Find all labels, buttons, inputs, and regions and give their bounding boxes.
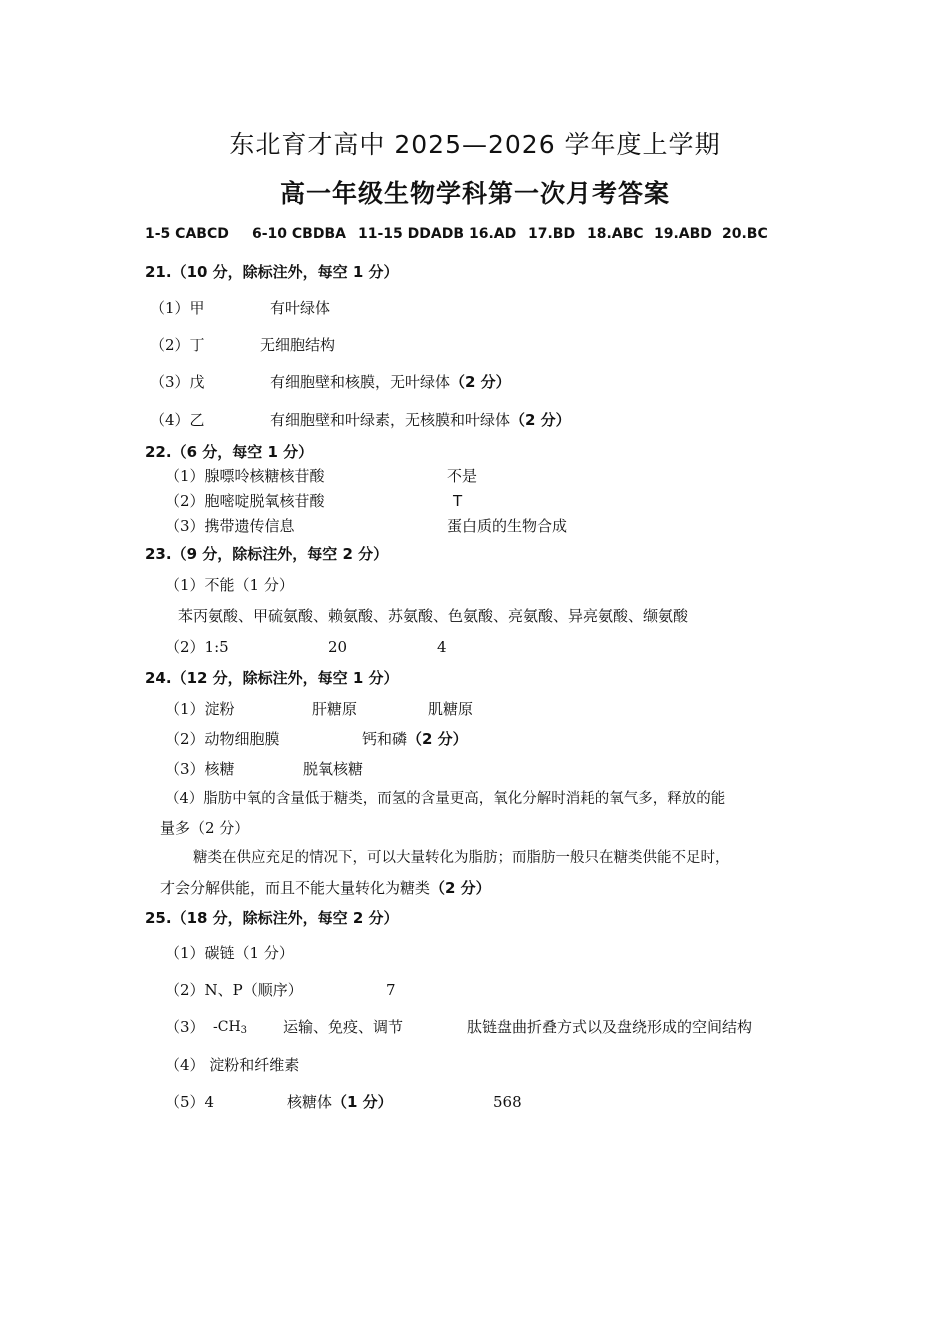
q25-line-3-a: （3） bbox=[165, 1018, 205, 1036]
q25-line-2-b: 7 bbox=[386, 981, 396, 999]
choice-answer-20: 20.BC bbox=[722, 226, 768, 242]
q25-line-3-b: 运输、免疫、调节 bbox=[283, 1018, 404, 1036]
q25-line-4: （4） 淀粉和纤维素 bbox=[165, 1056, 300, 1074]
choice-answer-11-15: 11-15 DDADB bbox=[358, 226, 465, 242]
choice-answer-16: 16.AD bbox=[469, 226, 517, 242]
q24-line-3-a: （3）核糖 bbox=[165, 760, 235, 778]
q22-item-2-answer: T bbox=[453, 492, 463, 510]
q24-line-2-b: 钙和磷（2 分） bbox=[362, 730, 468, 748]
choice-answer-1-5: 1-5 CABCD bbox=[145, 226, 229, 242]
q25-line-5-a: （5）4 bbox=[165, 1093, 215, 1111]
q23-line-3-a: （2）1:5 bbox=[165, 638, 229, 656]
q23-line-3-c: 4 bbox=[437, 638, 447, 656]
q24-line-3-b: 脱氧核糖 bbox=[303, 760, 364, 778]
q25-line-5-d: 568 bbox=[493, 1093, 522, 1111]
choice-answer-18: 18.ABC bbox=[587, 226, 644, 242]
q25-header: 25.（18 分，除标注外，每空 2 分） bbox=[145, 909, 399, 927]
q23-line-2: 苯丙氨酸、甲硫氨酸、赖氨酸、苏氨酸、色氨酸、亮氨酸、异亮氨酸、缬氨酸 bbox=[178, 607, 689, 625]
q24-line-5: 量多（2 分） bbox=[160, 819, 250, 837]
q21-header: 21.（10 分，除标注外，每空 1 分） bbox=[145, 263, 399, 281]
choice-answer-19: 19.ABD bbox=[654, 226, 712, 242]
q25-line-3-c: 肽链盘曲折叠方式以及盘绕形成的空间结构 bbox=[467, 1018, 753, 1036]
q21-item-2-label: （2）丁 bbox=[150, 336, 205, 354]
q23-header: 23.（9 分，除标注外，每空 2 分） bbox=[145, 545, 389, 563]
q22-item-1-label: （1）腺嘌呤核糖核苷酸 bbox=[165, 467, 325, 485]
q24-line-7: 才会分解供能，而且不能大量转化为糖类（2 分） bbox=[160, 879, 491, 897]
q21-item-3-label: （3）戊 bbox=[150, 373, 205, 391]
choice-answer-6-10: 6-10 CBDBA bbox=[252, 226, 346, 242]
q24-line-1-b: 肝糖原 bbox=[312, 700, 358, 718]
q24-line-6: 糖类在供应充足的情况下，可以大量转化为脂肪；而脂肪一般只在糖类供能不足时， bbox=[193, 850, 730, 866]
q21-item-1-label: （1）甲 bbox=[150, 299, 205, 317]
q22-item-3-label: （3）携带遗传信息 bbox=[165, 517, 295, 535]
q25-line-5-b: 核糖体（1 分） bbox=[287, 1093, 393, 1111]
q24-line-2-a: （2）动物细胞膜 bbox=[165, 730, 280, 748]
q24-header: 24.（12 分，除标注外，每空 1 分） bbox=[145, 669, 399, 687]
q21-item-4-label: （4）乙 bbox=[150, 411, 205, 429]
q24-line-1-a: （1）淀粉 bbox=[165, 700, 235, 718]
q22-item-2-label: （2）胞嘧啶脱氧核苷酸 bbox=[165, 492, 325, 510]
q23-line-3-b: 20 bbox=[328, 638, 348, 656]
q22-header: 22.（6 分，每空 1 分） bbox=[145, 443, 314, 461]
q21-item-3-answer: 有细胞壁和核膜，无叶绿体（2 分） bbox=[270, 373, 511, 391]
q25-line-3-methyl: $-CH_3$ bbox=[213, 1019, 248, 1036]
q22-item-1-answer: 不是 bbox=[447, 467, 478, 485]
q25-line-2-a: （2）N、P（顺序） bbox=[165, 981, 303, 999]
q21-item-2-answer: 无细胞结构 bbox=[260, 336, 336, 354]
choice-answer-17: 17.BD bbox=[528, 226, 576, 242]
q23-line-1: （1）不能（1 分） bbox=[165, 576, 294, 594]
doc-title-line1: 东北育才高中 2025—2026 学年度上学期 bbox=[229, 130, 721, 159]
q24-line-4: （4）脂肪中氧的含量低于糖类，而氢的含量更高，氧化分解时消耗的氧气多，释放的能 bbox=[165, 791, 726, 807]
q25-line-1: （1）碳链（1 分） bbox=[165, 944, 294, 962]
q22-item-3-answer: 蛋白质的生物合成 bbox=[447, 517, 568, 535]
q21-item-1-answer: 有叶绿体 bbox=[270, 299, 331, 317]
q21-item-4-answer: 有细胞壁和叶绿素，无核膜和叶绿体（2 分） bbox=[270, 411, 571, 429]
doc-title-line2: 高一年级生物学科第一次月考答案 bbox=[279, 179, 670, 208]
q24-line-1-c: 肌糖原 bbox=[428, 700, 474, 718]
